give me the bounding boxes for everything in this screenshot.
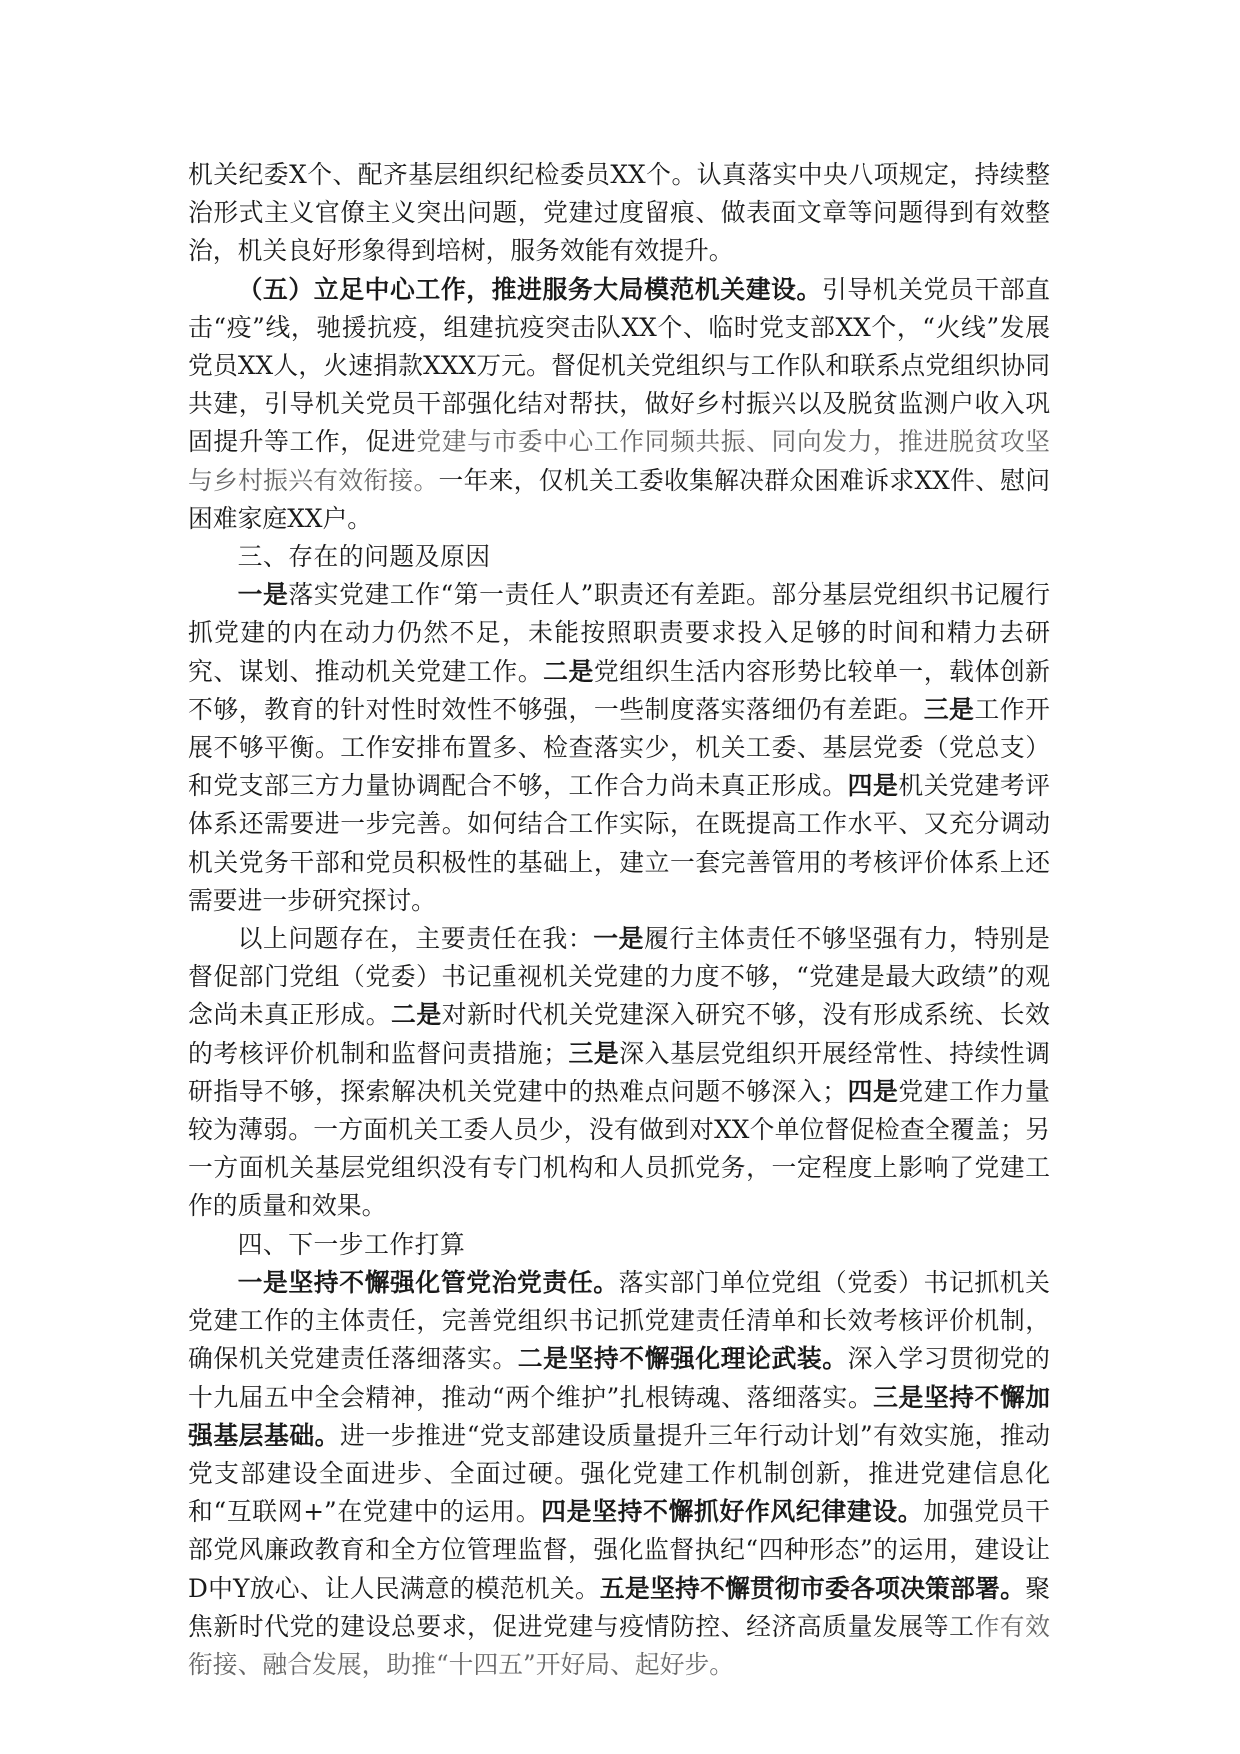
cause-4-label: 四是 <box>847 1076 899 1106</box>
problem-2-label: 二是 <box>543 656 594 686</box>
cause-2-label: 二是 <box>390 1000 442 1030</box>
plan-5-heading: 五是坚持不懈贯彻市委各项决策部署。 <box>599 1573 1026 1603</box>
paragraph-problems <box>188 576 1050 920</box>
plan-1-heading: 一是坚持不懈强化管党治党责任。 <box>237 1267 619 1297</box>
section-5-text-end: 一年来，仅机关工委收集解决群众困难诉求XX件、慰问困难家庭XX户。 <box>188 465 1050 533</box>
paragraph-causes <box>188 920 1050 1226</box>
heading-next-steps: 四、下一步工作打算 <box>237 1229 466 1259</box>
cause-3-text: 深入基层党组织开展经常性、持续性调研指导不够，探索解决机关党建中的热难点问题不够深入； <box>188 1038 1050 1106</box>
document-body <box>188 156 1050 1684</box>
cause-4-text: 党建工作力量较为薄弱。一方面机关工委人员少，没有做到对XX个单位督促检查全覆盖；另一方面机关基层党组织没有专门机构和人员抓党务，一定程度上影响了党建工作的质量和效果。 <box>188 1076 1050 1221</box>
problem-3-label: 三是 <box>923 694 975 724</box>
paragraph-next-steps <box>188 1264 1050 1684</box>
plan-2-heading: 二是坚持不懈强化理论武装。 <box>517 1344 848 1374</box>
paragraph-section-5 <box>188 271 1050 538</box>
plan-4-text: 加强党员干部党风廉政教育和全方位管理监督，强化监督执纪“四种形态”的运用，建设让D中Y放心、让人民满意的模范机关。 <box>188 1497 1050 1603</box>
plan-4-heading: 四是坚持不懈抓好作风纪律建设。 <box>541 1497 924 1527</box>
cause-1-label: 一是 <box>593 924 645 954</box>
plan-3-text: 进一步推进“党支部建设质量提升三年行动计划”有效实施，推动党支部建设全面进步、全面过硬。强化党建工作机制创新，推进党建信息化和“互联网+”在党建中的运用。 <box>188 1420 1050 1527</box>
section-5-text: 引导机关党员干部直击“疫”线，驰援抗疫，组建抗疫突击队XX个、临时党支部XX个，“火线”发展党员XX人，火速捐款XXX万元。督促机关党组织与工作队和联系点党组织协同共建，引导机关党员干部强化结对帮扶，做好乡村振兴以及脱贫监测户收入巩固提升等工作，促进 <box>188 274 1050 457</box>
cause-3-label: 三是 <box>567 1038 620 1068</box>
cause-2-text: 对新时代机关党建深入研究不够，没有形成系统、长效的考核评价机制和监督问责措施； <box>188 1000 1050 1068</box>
plan-5-text-faded: 作有效衔接、融合发展，助推“十四五”开好局、起好步。 <box>188 1611 1050 1679</box>
problem-1-text: 落实党建工作“第一责任人”职责还有差距。部分基层党组织书记履行抓党建的内在动力仍然不足，未能按照职责要求投入足够的时间和精力去研究、谋划、推动机关党建工作。 <box>188 580 1050 686</box>
causes-intro: 以上问题存在，主要责任在我： <box>237 924 594 954</box>
section-5-text-faded: 党建与市委中心工作同频共振、同向发力，推进脱贫攻坚与乡村振兴有效衔接。 <box>188 427 1050 495</box>
problem-1-label: 一是 <box>237 580 289 610</box>
heading-problems: 三、存在的问题及原因 <box>237 542 491 572</box>
problem-4-text: 机关党建考评体系还需要进一步完善。如何结合工作实际，在既提高工作水平、又充分调动机关党务干部和党员积极性的基础上，建立一套完善管用的考核评价体系上还需要进一步研究探讨。 <box>188 771 1050 915</box>
plan-2-text: 深入学习贯彻党的十九届五中全会精神，推动“两个维护”扎根铸魂、落细落实。 <box>188 1344 1050 1412</box>
paragraph-intro: 机关纪委X个、配齐基层组织纪检委员XX个。认真落实中央八项规定，持续整治形式主义官僚主义突出问题，党建过度留痕、做表面文章等问题得到有效整治，机关良好形象得到培树，服务效能有效提升。 <box>188 160 1050 266</box>
problem-4-label: 四是 <box>847 771 899 801</box>
section-5-heading: （五）立足中心工作，推进服务大局模范机关建设。 <box>237 274 822 304</box>
problem-2-text: 党组织生活内容形势比较单一，载体创新不够，教育的针对性时效性不够强，一些制度落实落细仍有差距。 <box>188 656 1050 724</box>
cause-1-text: 履行主体责任不够坚强有力，特别是督促部门党组（党委）书记重视机关党建的力度不够，“党建是最大政绩”的观念尚未真正形成。 <box>188 924 1050 1030</box>
plan-1-text: 落实部门单位党组（党委）书记抓机关党建工作的主体责任，完善党组织书记抓党建责任清单和长效考核评价机制，确保机关党建责任落细落实。 <box>188 1267 1050 1374</box>
plan-5-text: 聚焦新时代党的建设总要求，促进党建与疫情防控、经济高质量发展等工 <box>188 1573 1050 1641</box>
plan-3-heading: 三是坚持不懈加强基层基础。 <box>188 1382 1050 1450</box>
problem-3-text: 工作开展不够平衡。工作安排布置多、检查落实少，机关工委、基层党委（党总支）和党支部三方力量协调配合不够，工作合力尚未真正形成。 <box>188 694 1050 801</box>
